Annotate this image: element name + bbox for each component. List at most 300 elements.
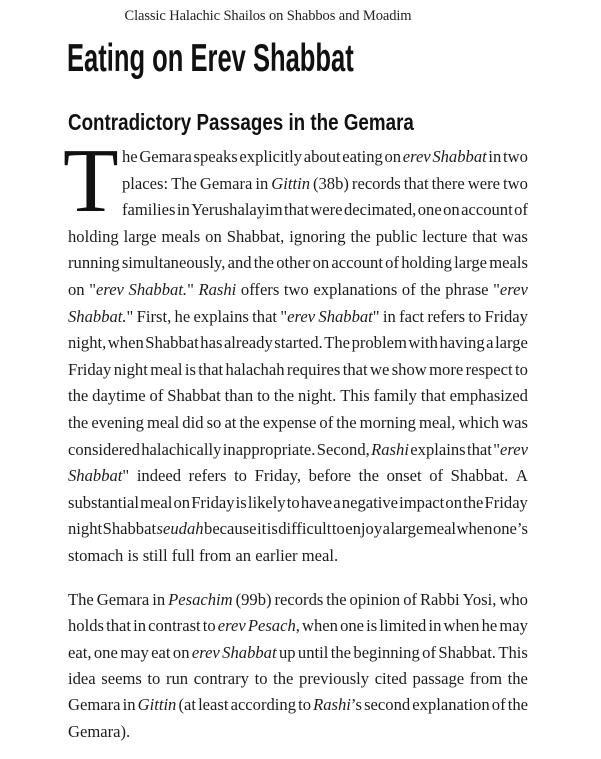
text: daytime [92, 386, 146, 406]
text: more [429, 359, 464, 379]
text: that [466, 439, 492, 459]
word [428, 613, 441, 639]
word [172, 543, 199, 569]
text: Friday [68, 359, 112, 379]
word [101, 666, 142, 692]
text: the [350, 226, 371, 246]
text: the [273, 386, 295, 406]
text: meal [140, 492, 173, 512]
italic-text: erev [499, 280, 528, 299]
text: second [364, 695, 411, 715]
text: than [224, 386, 254, 406]
word [376, 224, 417, 250]
text: to [254, 668, 268, 688]
word [97, 587, 150, 613]
word [143, 543, 172, 569]
text: because [204, 519, 257, 539]
text: to [298, 695, 312, 715]
word [508, 666, 528, 692]
word [364, 692, 410, 718]
text: may [499, 616, 528, 636]
word [147, 410, 179, 436]
word [68, 224, 119, 250]
word [454, 250, 487, 276]
italic-text: Shabbat. [68, 306, 127, 326]
word [91, 410, 144, 436]
text: records [351, 173, 401, 193]
word [106, 613, 131, 639]
word [222, 640, 276, 666]
text: likely [247, 492, 286, 512]
text: the [253, 253, 275, 273]
word [467, 437, 492, 463]
text: which [458, 413, 500, 432]
text: refers [427, 306, 466, 326]
word [371, 437, 409, 463]
word [343, 357, 368, 383]
text: offers [240, 280, 280, 299]
word [463, 490, 483, 516]
text: of [385, 253, 399, 273]
word [360, 410, 416, 436]
text: holding [68, 226, 119, 246]
text: difficult [278, 519, 332, 539]
word [429, 463, 443, 489]
word [257, 383, 270, 409]
text: Gemara [96, 590, 150, 609]
word [114, 357, 148, 383]
word [167, 383, 220, 409]
word [120, 640, 149, 666]
word [429, 357, 463, 383]
word [412, 692, 489, 718]
word [254, 250, 274, 276]
text: in [176, 200, 190, 220]
word [457, 516, 493, 542]
word [94, 640, 118, 666]
word [493, 277, 528, 303]
word [240, 410, 260, 436]
text-line [68, 516, 528, 542]
word [231, 692, 296, 718]
text: of [422, 642, 436, 662]
word [145, 330, 198, 356]
word [319, 410, 333, 436]
word [271, 171, 310, 197]
word [92, 383, 145, 409]
text: Shabbat, [226, 226, 285, 246]
text: is [366, 616, 378, 636]
text: two [503, 173, 528, 193]
text: when [443, 616, 480, 636]
italic-text: Pesachim [168, 590, 233, 609]
text: , [295, 616, 300, 636]
text: before [308, 466, 352, 486]
text: public [375, 226, 418, 246]
word [224, 330, 273, 356]
word [68, 666, 96, 692]
text-line [68, 613, 528, 639]
word [166, 666, 188, 692]
text: problem [351, 333, 407, 353]
text: were [310, 200, 343, 220]
word [392, 357, 427, 383]
text-line [68, 304, 528, 330]
text: meals [161, 226, 201, 246]
italic-text: Shabbat [222, 642, 277, 662]
text: in [255, 173, 269, 193]
word [318, 304, 379, 330]
text: negative [341, 492, 398, 512]
word [123, 692, 136, 718]
word [68, 410, 88, 436]
text: Gemara [68, 695, 121, 715]
word [198, 692, 228, 718]
text: of [319, 413, 334, 432]
text: in [133, 616, 146, 636]
italic-text: erev [287, 306, 316, 326]
text: night. [298, 386, 337, 406]
word [137, 463, 181, 489]
text-line [68, 692, 528, 718]
word [68, 383, 88, 409]
text-line [68, 330, 528, 356]
word [374, 383, 417, 409]
text: large [390, 519, 424, 539]
word [422, 640, 436, 666]
word [68, 640, 92, 666]
text-line [68, 250, 528, 276]
word [150, 357, 182, 383]
word [68, 719, 130, 745]
text: halachically [141, 439, 222, 459]
text: This [498, 642, 528, 662]
word [350, 224, 370, 250]
word [498, 640, 528, 666]
text-line [68, 463, 528, 489]
text: already [223, 333, 273, 353]
word [255, 543, 302, 569]
text: Friday [484, 306, 528, 326]
word [122, 197, 175, 223]
text: " [493, 439, 500, 459]
text: until [297, 642, 329, 662]
text: least [198, 695, 229, 715]
italic-text: erev [500, 439, 528, 459]
text: started. [274, 333, 323, 353]
word [200, 330, 222, 356]
text: Yerushalayim [191, 200, 283, 220]
word [342, 490, 398, 516]
word [173, 640, 190, 666]
word [495, 330, 528, 356]
word [324, 330, 350, 356]
word [331, 250, 383, 276]
word [177, 197, 190, 223]
word [162, 224, 201, 250]
text: morning [359, 413, 416, 432]
word [255, 171, 268, 197]
word [427, 304, 465, 330]
word [200, 171, 253, 197]
word [352, 171, 401, 197]
word [284, 197, 309, 223]
word [241, 277, 279, 303]
word [350, 587, 401, 613]
word [472, 224, 497, 250]
word [499, 587, 528, 613]
text: impact [399, 492, 445, 512]
word [390, 516, 423, 542]
text: explicitly [239, 147, 303, 166]
text: inappropriate. [222, 439, 316, 459]
word [438, 640, 496, 666]
word [413, 666, 465, 692]
word [175, 304, 191, 330]
word [353, 640, 419, 666]
italic-text: erev [191, 642, 220, 662]
text: Shabbat [145, 333, 199, 353]
text: stomach [68, 546, 124, 565]
text: night, [68, 333, 107, 353]
italic-text: Gittin [137, 695, 177, 715]
text: phrase [445, 280, 489, 299]
text: eat [151, 642, 171, 662]
word [68, 463, 129, 489]
word [502, 224, 528, 250]
text: " [372, 306, 380, 326]
word [466, 357, 513, 383]
text: Gemara [139, 147, 192, 166]
word [147, 666, 160, 692]
drop-cap: T [63, 130, 119, 231]
text: of [429, 466, 444, 486]
text: to [257, 386, 270, 406]
word [274, 383, 294, 409]
text: lecture [422, 226, 468, 246]
word [299, 666, 369, 692]
word [420, 277, 440, 303]
word [248, 613, 300, 639]
word [332, 516, 345, 542]
word [280, 304, 315, 330]
text: at [224, 413, 237, 432]
word [502, 410, 528, 436]
word [458, 410, 499, 436]
text: that [198, 359, 224, 379]
word [470, 666, 502, 692]
text: meal [150, 359, 183, 379]
text: the [336, 413, 357, 432]
text: (38b) [312, 173, 349, 193]
text: that [403, 173, 429, 193]
text: that [106, 616, 131, 636]
text-line [68, 543, 528, 569]
word [450, 383, 528, 409]
word [279, 640, 296, 666]
word [189, 463, 227, 489]
word [157, 516, 204, 542]
text: First, [136, 306, 172, 326]
text: the [68, 413, 89, 432]
word [141, 437, 221, 463]
word [383, 304, 396, 330]
text: emphasized [449, 386, 528, 406]
text: two [502, 147, 528, 166]
word [122, 171, 168, 197]
text: were [467, 173, 501, 193]
text: contrary [193, 668, 249, 688]
text: expense [262, 413, 317, 432]
text: This [340, 386, 370, 406]
text: the [330, 642, 352, 662]
text: account [331, 253, 383, 273]
word [424, 516, 456, 542]
text: that [252, 306, 278, 326]
text: the [358, 466, 379, 486]
text: ignoring [289, 226, 346, 246]
word [344, 197, 416, 223]
text: on [205, 226, 222, 246]
word [103, 516, 156, 542]
word [127, 543, 142, 569]
word [301, 490, 332, 516]
text-line [68, 666, 528, 692]
text: with [408, 333, 438, 353]
word [298, 640, 328, 666]
text: Shabbat. [450, 466, 509, 486]
text-line [68, 640, 528, 666]
italic-text: seudah [156, 519, 204, 539]
text: A [515, 466, 528, 486]
word [384, 144, 401, 170]
word [313, 171, 349, 197]
word [418, 197, 442, 223]
word [289, 224, 345, 250]
word [461, 197, 513, 223]
text: a [486, 333, 494, 353]
word [205, 224, 222, 250]
word [68, 357, 111, 383]
word [463, 587, 497, 613]
word [263, 410, 316, 436]
text: Yosi, [462, 590, 497, 609]
text: night [113, 359, 148, 379]
word [276, 250, 310, 276]
word [199, 543, 235, 569]
word [403, 144, 431, 170]
word [68, 613, 104, 639]
word [485, 490, 528, 516]
running-header: Classic Halachic Shailos on Shabbos and Moadim [124, 8, 412, 24]
word [331, 640, 351, 666]
text: earlier [255, 546, 298, 565]
word [225, 383, 254, 409]
word [401, 250, 452, 276]
text: " [493, 280, 500, 299]
text: on [384, 147, 402, 166]
text: that [342, 359, 368, 379]
text: and [227, 253, 252, 273]
text: Shabbat. [438, 642, 496, 662]
word [403, 587, 417, 613]
text: Friday [191, 492, 235, 512]
text: is [266, 519, 278, 539]
text: did [182, 413, 204, 432]
word [234, 463, 247, 489]
word [313, 692, 362, 718]
text: contrast [148, 616, 201, 636]
text: may [120, 642, 149, 662]
word [317, 437, 370, 463]
text: is [184, 359, 196, 379]
text: on [172, 642, 190, 662]
word [133, 613, 146, 639]
text: that [472, 226, 498, 246]
text: Friday, [254, 466, 302, 486]
word [342, 144, 383, 170]
word [370, 357, 389, 383]
text: (99b) [235, 590, 272, 609]
word [488, 144, 501, 170]
italic-text: erev [217, 616, 246, 636]
text: simultaneously, [121, 253, 226, 273]
text: fact [399, 306, 424, 326]
word [485, 304, 528, 330]
text: so [206, 413, 222, 432]
text: (at [178, 695, 196, 715]
word [68, 490, 139, 516]
text: halachah [225, 359, 285, 379]
text: explanation [412, 695, 490, 715]
text: when [456, 519, 493, 539]
text: other [276, 253, 311, 273]
text: refers [188, 466, 227, 486]
word [284, 277, 309, 303]
text: seems [101, 668, 142, 688]
word [124, 224, 157, 250]
text: the [507, 668, 528, 688]
word [198, 277, 236, 303]
word [399, 304, 424, 330]
text: evening [91, 413, 144, 432]
word [224, 410, 236, 436]
word [287, 490, 300, 516]
word [207, 410, 222, 436]
text: to [468, 306, 482, 326]
word [432, 144, 486, 170]
text: night [68, 519, 103, 539]
text: holding [401, 253, 452, 273]
word [410, 437, 465, 463]
italic-text: Shabbat [68, 466, 123, 486]
word [310, 197, 342, 223]
word [255, 463, 301, 489]
text: the [239, 413, 260, 432]
text: the [507, 695, 528, 715]
text: from [469, 668, 503, 688]
text: meal. [301, 546, 339, 565]
text: holds [68, 616, 104, 636]
word [252, 304, 277, 330]
text: The [68, 590, 94, 609]
text: considered [68, 439, 140, 459]
text: Shabbat [102, 519, 157, 539]
word [421, 383, 446, 409]
text: it [257, 519, 267, 539]
text: meal, [418, 413, 456, 432]
word [68, 692, 121, 718]
